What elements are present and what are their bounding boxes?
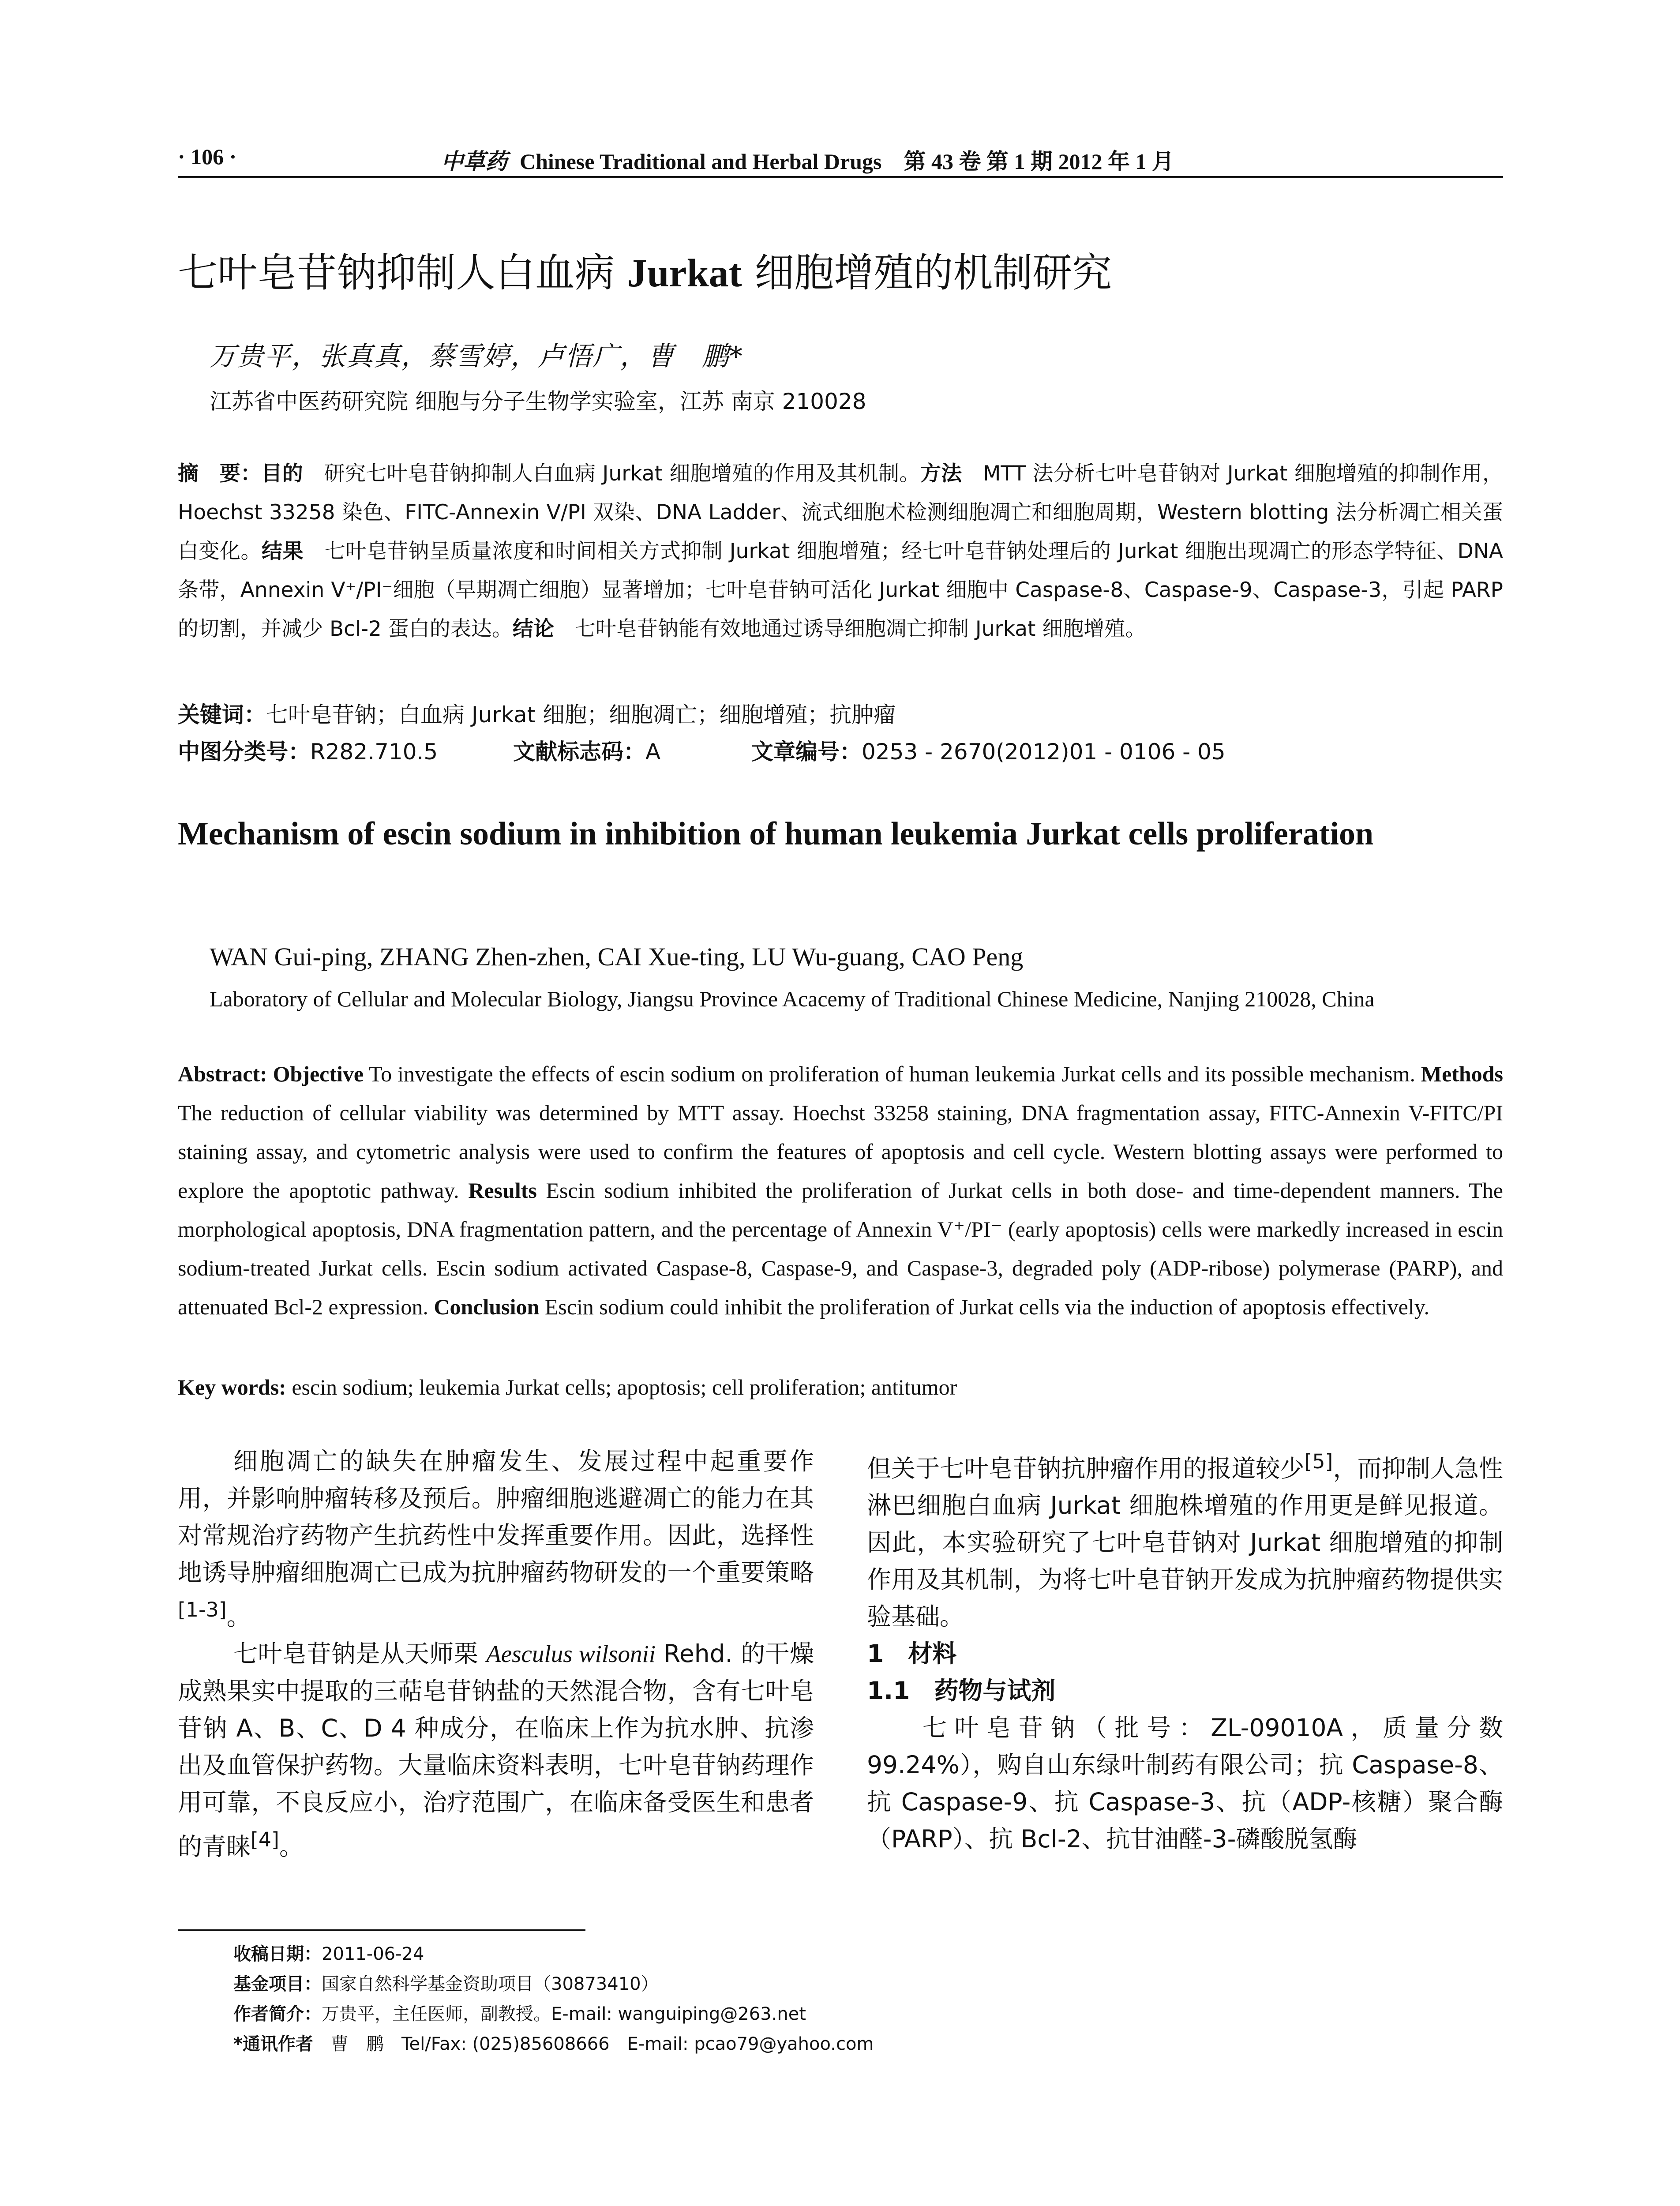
citation: [1-3] — [178, 1598, 227, 1621]
keywords-cn-label: 关键词： — [178, 702, 266, 728]
footnote-received — [233, 1939, 874, 1969]
doc-code — [513, 734, 660, 766]
keywords-cn-text: 七叶皂苷钠；白血病 Jurkat 细胞；细胞凋亡；细胞增殖；抗肿瘤 — [266, 702, 896, 728]
body-text: Rehd. 的干燥成熟果实中提取的三萜皂苷钠盐的天然混合物，含有七叶皂苷钠 A、B、C、D 4 种成分，在临床上作为抗水肿、抗渗出及血管保护药物。大量临床资料表明，七叶皂苷钠药理作用可靠，不良反应小，治疗范围广，在临床备受医生和患者的青睐 — [178, 1639, 814, 1861]
results-cn: 七叶皂苷钠呈质量浓度和时间相关方式抑制 Jurkat 细胞增殖；经七叶皂苷钠处理后的 Jurkat 细胞出现凋亡的形态学特征、DNA 条带，Annexin V⁺/PI⁻细胞（早期凋亡细胞）显著增加；七叶皂苷钠可活化 Jurkat 细胞中 Caspase-8、Caspase-9、Caspase-3，引起 PARP 的切割，并减少 Bcl-2 蛋白的表达。 — [178, 539, 1504, 641]
footnote-rule — [178, 1929, 585, 1931]
body-paragraph: 七叶皂苷钠（批号：ZL-09010A，质量分数 99.24%），购自山东绿叶制药有限公司；抗 Caspase-8、抗 Caspase-9、抗 Caspase-3、抗（ADP-核糖）聚合酶（PARP）、抗 Bcl-2、抗甘油醛-3-磷酸脱氢酶 — [867, 1714, 1503, 1853]
results-en: Escin sodium inhibited the proliferation of Jurkat cells in both dose- and time-dependent manners. The morphological apoptosis, DNA fragmentation pattern, and the percentage of Annexin V⁺/PI⁻ (early apoptosis) cells were markedly increased in escin sodium-treated Jurkat cells. Escin sodium activated Caspase-8, Caspase-9, and Caspase-3, degraded poly (ADP-ribose) polymerase (PARP), and attenuated Bcl-2 expression. — [178, 1178, 1503, 1319]
footnote-text: 万贵平，主任医师，副教授。E-mail: wanguiping@263.net — [322, 2004, 806, 2024]
conclusion-en: Escin sodium could inhibit the proliferation of Jurkat cells via the induction of apoptosis effectively. — [539, 1294, 1429, 1319]
journal-info — [441, 144, 1174, 176]
species-name: Aesculus wilsonii — [486, 1640, 656, 1668]
methods-label-cn: 方法 — [920, 461, 962, 486]
footnote-text: 国家自然科学基金资助项目（30873410） — [322, 1974, 659, 1994]
abstract-cn-label: 摘 要： — [178, 461, 262, 486]
authors-cn: 万贵平，张真真，蔡雪婷，卢悟广，曹 鹏* — [210, 341, 743, 372]
journal-name-en: Chinese Traditional and Herbal Drugs — [520, 149, 882, 174]
running-header — [178, 140, 1503, 176]
journal-name-cn: 中草药 — [441, 149, 507, 174]
body-column-left — [178, 1443, 814, 1865]
results-label-cn: 结果 — [262, 539, 304, 563]
keywords-en-text: escin sodium; leukemia Jurkat cells; apoptosis; cell proliferation; antitumor — [286, 1375, 957, 1399]
abstract-en-label: Abstract: Objective — [178, 1062, 364, 1086]
keywords-en — [178, 1368, 1503, 1407]
authors-en: WAN Gui-ping, ZHANG Zhen-zhen, CAI Xue-ting, LU Wu-guang, CAO Peng — [210, 942, 1024, 971]
body-text: 七叶皂苷钠是从天师栗 — [233, 1639, 487, 1668]
article-value: 0253 - 2670(2012)01 - 0106 - 05 — [862, 739, 1226, 765]
subsection-heading: 1.1 药物与试剂 — [867, 1677, 1056, 1705]
affiliation-en: Laboratory of Cellular and Molecular Biology, Jiangsu Province Acacemy of Traditional Chinese Medicine, Nanjing 210028, China — [210, 987, 1375, 1011]
title-cn-suffix: 细胞增殖的机制研究 — [742, 250, 1112, 296]
footnote-corresponding — [233, 2029, 874, 2059]
objective-label-cn: 目的 — [261, 461, 304, 486]
affiliation-cn: 江苏省中医药研究院 细胞与分子生物学实验室，江苏 南京 210028 — [210, 389, 866, 414]
paper-page — [178, 0, 1503, 2206]
footnote-label: *通讯作者 — [233, 2034, 313, 2054]
body-paragraph — [867, 1443, 1503, 1635]
citation: [4] — [251, 1827, 279, 1852]
body-text: 。 — [279, 1832, 304, 1861]
objective-en: To investigate the effects of escin sodium on proliferation of human leukemia Jurkat cells and its possible mechanism. — [364, 1062, 1421, 1086]
footnote-label: 作者简介： — [233, 2004, 322, 2024]
article-number — [751, 734, 1226, 766]
header-rule — [178, 176, 1503, 178]
body-paragraph — [178, 1635, 814, 1865]
conclusion-cn: 七叶皂苷钠能有效地通过诱导细胞凋亡抑制 Jurkat 细胞增殖。 — [554, 617, 1146, 641]
footnote-fund — [233, 1969, 874, 1999]
footnote-text: 2011-06-24 — [322, 1944, 424, 1964]
clc-value: R282.710.5 — [310, 739, 438, 765]
methods-cn: MTT 法分析七叶皂苷钠对 Jurkat 细胞增殖的抑制作用，Hoechst 33258 染色、FITC-Annexin V/PI 双染、DNA Ladder、流式细胞术检测细胞凋亡和细胞周期，Western blotting 法分析凋亡相关蛋白变化。 — [178, 461, 1504, 563]
citation: [5] — [1304, 1449, 1333, 1473]
footnote-text: 曹 鹏 Tel/Fax: (025)85608666 E-mail: pcao79@yahoo.com — [313, 2034, 874, 2054]
body-text: 但关于七叶皂苷钠抗肿瘤作用的报道较少 — [867, 1454, 1305, 1483]
body-paragraph — [178, 1443, 814, 1635]
methods-en: The reduction of cellular viability was determined by MTT assay. Hoechst 33258 staining, DNA fragmentation assay, FITC-Annexin V-FITC/PI staining assay, and cytometric analysis were used to confirm the features of apoptosis and cell cycle. Western blotting assays were performed to explore the apoptotic pathway. — [178, 1100, 1503, 1203]
abstract-cn — [178, 454, 1503, 649]
body-column-right — [867, 1443, 1503, 1857]
title-en: Mechanism of escin sodium in inhibition of human leukemia Jurkat cells proliferation — [178, 816, 1374, 852]
clc-label: 中图分类号： — [178, 739, 310, 765]
abstract-en — [178, 1054, 1503, 1326]
conclusion-label-en: Conclusion — [434, 1294, 540, 1319]
body-text: 。 — [226, 1602, 251, 1631]
footnotes — [233, 1939, 874, 2059]
body-text: ，而抑制人急性淋巴细胞白血病 Jurkat 细胞株增殖的作用更是鲜见报道。因此，本实验研究了七叶皂苷钠对 Jurkat 细胞增殖的抑制作用及其机制，为将七叶皂苷钠开发成为抗肿瘤药物提供实验基础。 — [867, 1454, 1503, 1631]
page-number: · 106 · — [178, 144, 237, 169]
doc-value: A — [645, 739, 661, 765]
footnote-label: 收稿日期： — [233, 1944, 322, 1964]
keywords-cn — [178, 695, 1503, 734]
keywords-en-label: Key words: — [178, 1375, 286, 1399]
footnote-label: 基金项目： — [233, 1974, 322, 1994]
footnote-author — [233, 1999, 874, 2029]
body-text: 细胞凋亡的缺失在肿瘤发生、发展过程中起重要作用，并影响肿瘤转移及预后。肿瘤细胞逃避凋亡的能力在其对常规治疗药物产生抗药性中发挥重要作用。因此，选择性地诱导肿瘤细胞凋亡已成为抗肿瘤药物研发的一个重要策略 — [178, 1447, 814, 1587]
title-cn-prefix: 七叶皂苷钠抑制人白血病 — [178, 250, 627, 296]
title-cn-bold: Jurkat — [627, 251, 742, 295]
title-cn — [178, 240, 1112, 298]
objective-cn: 研究七叶皂苷钠抑制人白血病 Jurkat 细胞增殖的作用及其机制。 — [303, 461, 920, 486]
results-label-en: Results — [468, 1178, 537, 1203]
article-label: 文章编号： — [751, 739, 862, 765]
doc-label: 文献标志码： — [513, 739, 645, 765]
issue-info: 第 43 卷 第 1 期 2012 年 1 月 — [904, 149, 1174, 174]
methods-label-en: Methods — [1421, 1062, 1503, 1086]
section-heading: 1 材料 — [867, 1639, 957, 1668]
conclusion-label-cn: 结论 — [512, 617, 554, 641]
clc-number — [178, 734, 438, 766]
